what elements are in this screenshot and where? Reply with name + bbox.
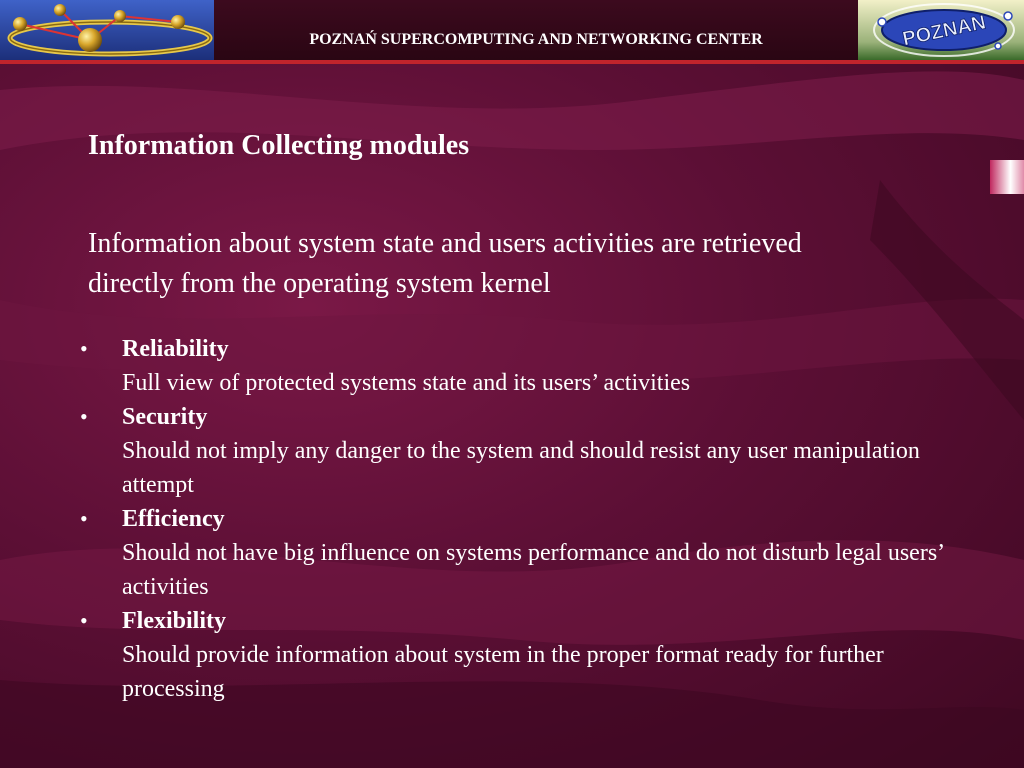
bullet-text: Should not imply any danger to the system and should resist any user manipulation attempt	[122, 438, 920, 498]
orbital-spheres-logo-icon	[0, 0, 214, 60]
intro-paragraph: Information about system state and users activities are retrieved directly from the operating system kernel	[88, 228, 802, 299]
bullet-text: Should not have big influence on systems performance and do not disturb legal users’ activities	[122, 540, 944, 600]
bullet-marker: •	[80, 404, 88, 429]
bullet-marker: •	[80, 608, 88, 633]
bullet-heading: Efficiency	[122, 506, 225, 532]
header-accent-line	[0, 60, 1024, 64]
bullet-heading: Reliability	[122, 336, 229, 362]
bullet-item-security	[70, 400, 970, 502]
bullet-text: Full view of protected systems state and its users’ activities	[122, 370, 691, 396]
header-title: POZNAŃ SUPERCOMPUTING AND NETWORKING CENTER	[309, 31, 763, 48]
bullet-heading: Security	[122, 404, 208, 430]
bullet-marker: •	[80, 506, 88, 531]
bullet-item-reliability	[70, 332, 970, 400]
poznan-logo-icon	[858, 0, 1024, 60]
bullet-marker: •	[80, 336, 88, 361]
slide-title: Information Collecting modules	[88, 130, 470, 161]
bullet-text: Should provide information about system in the proper format ready for further processing	[122, 642, 884, 702]
bullet-list	[70, 332, 970, 706]
decorative-tab-marker	[990, 160, 1024, 194]
bullet-heading: Flexibility	[122, 608, 226, 634]
poznan-logo-text: POZNAN	[900, 11, 988, 51]
bullet-item-flexibility	[70, 604, 970, 706]
bullet-item-efficiency	[70, 502, 970, 604]
